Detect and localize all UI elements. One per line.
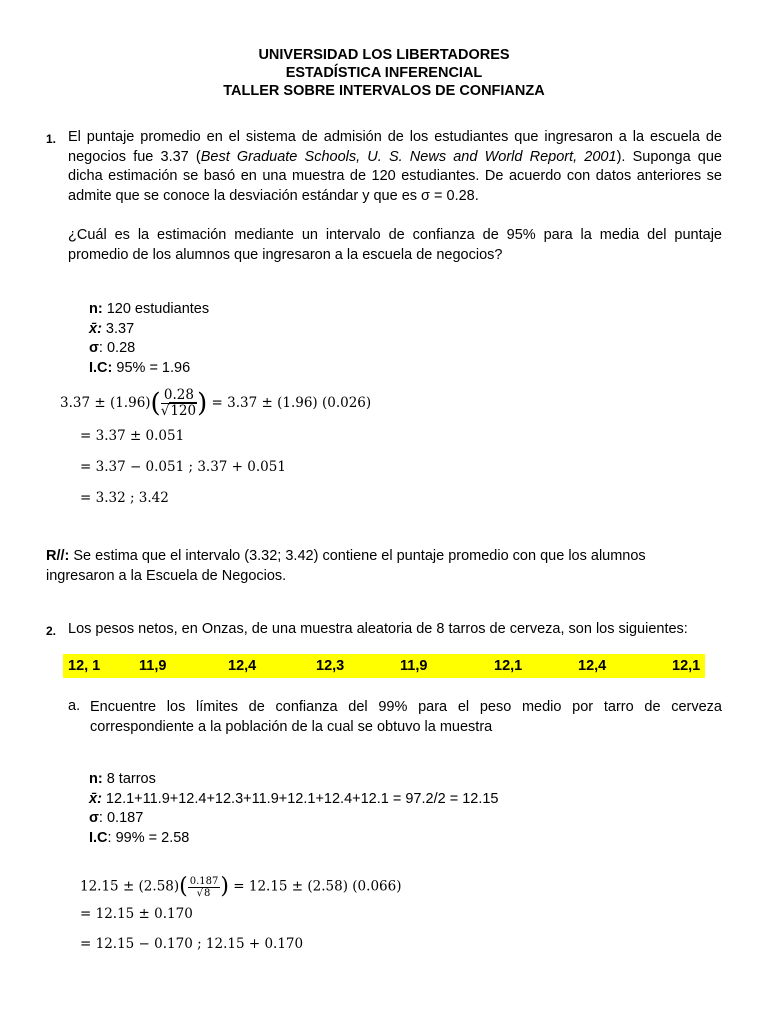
problem-2-data <box>89 770 498 848</box>
answer-label: R//: <box>46 548 70 564</box>
problem-2-formula-line-2: = 12.15 ± 0.170 <box>80 906 193 922</box>
problem-1-formula-line-3: = 3.37 − 0.051 ; 3.37 + 0.051 <box>80 459 286 475</box>
std-deviation: σ: 0.28 <box>89 340 136 356</box>
weight-value: 12,1 <box>672 658 701 674</box>
problem-1-line-1: El puntaje promedio en el sistema de admisión de los estudiantes que ingresaron a la escuela de <box>68 129 722 145</box>
problem-2-formula-line-1: 12.15 ± (2.58)( $\frac{0.187}{√8}$ ) = 12.15 ± (2.58) (0.066) <box>80 874 402 899</box>
sample-mean: x̄: 12.1+11.9+12.4+12.3+11.9+12.1+12.4+12.1 = 97.2/2 = 12.15 <box>89 790 499 807</box>
document-header <box>0 46 768 100</box>
question-line-2: promedio de los alumnos que ingresaron a la escuela de negocios? <box>68 246 503 263</box>
question-line-1: ¿Cuál es la estimación mediante un intervalo de confianza de 95% para la media del puntaje <box>68 227 722 243</box>
weight-value: 12, 1 <box>68 658 101 674</box>
weight-value: 12,4 <box>228 658 257 674</box>
problem-2-statement: Los pesos netos, en Onzas, de una muestra aleatoria de 8 tarros de cerveza, son los siguientes: <box>68 621 688 637</box>
problem-1-formula-line-1: 3.37 ± (1.96)( $\frac{0.28}{√120}$ ) = 3.37 ± (1.96) (0.026) <box>60 387 372 419</box>
problem-2-formula-line-3: = 12.15 − 0.170 ; 12.15 + 0.170 <box>80 936 304 952</box>
problem-2-number: 2. <box>46 624 57 638</box>
sample-size: n: 8 tarros <box>89 771 156 787</box>
weight-value: 12,3 <box>316 658 345 674</box>
weight-value: 12,1 <box>494 658 523 674</box>
problem-1-question <box>68 226 722 265</box>
problem-1-number: 1. <box>46 132 57 146</box>
course-title: ESTADÍSTICA INFERENCIAL <box>285 65 483 81</box>
part-a-statement: Encuentre los límites de confianza del 99% para el peso medio por tarro de cerveza correspondiente a la población de la cual se obtuvo la muestra <box>90 699 722 735</box>
problem-1-line-3: dicha estimación se basó en una muestra de 120 estudiantes. De acuerdo con datos anteriores se <box>68 168 722 184</box>
sample-mean: x̄: 3.37 <box>89 320 135 337</box>
weight-value: 12,4 <box>578 658 607 674</box>
std-deviation: σ: 0.187 <box>89 810 144 826</box>
sample-size: n: 120 estudiantes <box>89 301 210 317</box>
problem-1-statement <box>68 128 722 206</box>
confidence-level: I.C: 95% = 1.96 <box>89 359 191 376</box>
confidence-level: I.C: 99% = 2.58 <box>89 829 190 846</box>
source-citation: Best Graduate Schools, U. S. News and World Report, 2001 <box>200 148 617 165</box>
workshop-title: TALLER SOBRE INTERVALOS DE CONFIANZA <box>223 83 545 99</box>
problem-1-line-2: negocios fue 3.37 (Best Graduate Schools, U. S. News and World Report, 2001). Suponga que <box>68 148 722 165</box>
university-title: UNIVERSIDAD LOS LIBERTADORES <box>258 47 510 63</box>
problem-1-line-4: admite que se conoce la desviación estándar y que es σ = 0.28. <box>68 187 479 204</box>
problem-1-data <box>89 300 209 378</box>
weight-value: 11,9 <box>400 658 428 674</box>
weight-value: 11,9 <box>139 658 167 674</box>
problem-1-formula-line-2: = 3.37 ± 0.051 <box>80 428 185 444</box>
problem-1-formula-line-4: = 3.32 ; 3.42 <box>80 490 169 506</box>
problem-1-answer: R//: Se estima que el intervalo (3.32; 3.42) contiene el puntaje promedio con que los alumnos ingresaron a la Escuela de Negocios. <box>46 548 646 584</box>
part-a-label: a. <box>68 698 81 714</box>
